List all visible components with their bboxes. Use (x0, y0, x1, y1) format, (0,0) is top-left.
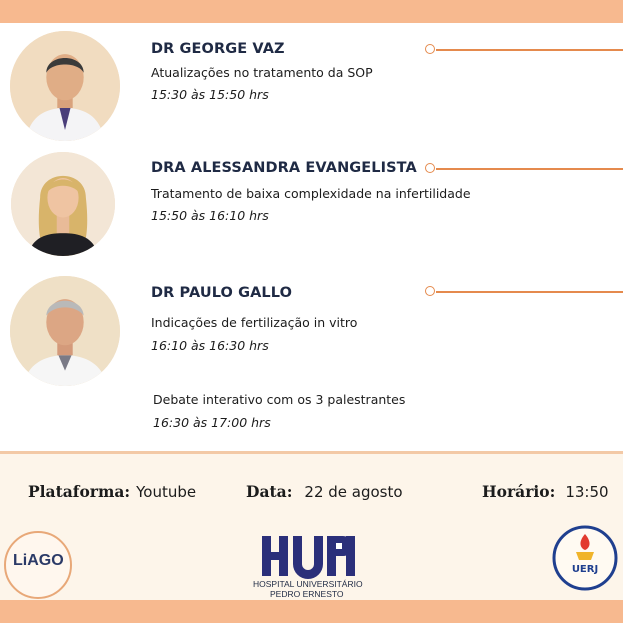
hupe-hospital-name-line2: PEDRO ERNESTO (270, 589, 344, 599)
speaker-topic-george-vaz: Atualizações no tratamento da SOP (151, 65, 373, 80)
liago-logo-text: LiAGO (13, 552, 64, 569)
speaker-time-george-vaz: 15:30 às 15:50 hrs (151, 87, 269, 102)
platform-info (28, 482, 196, 501)
accent-line (425, 286, 623, 298)
uerj-seal (550, 520, 620, 598)
divider (0, 451, 623, 454)
debate-topic: Debate interativo com os 3 palestrantes (153, 392, 406, 407)
speaker-photo-alessandra-evangelista (11, 152, 115, 256)
time-info (482, 482, 609, 501)
hupe-logo (260, 532, 356, 580)
speaker-topic-paulo-gallo: Indicações de fertilização in vitro (151, 315, 358, 330)
uerj-seal-text: UERJ (571, 564, 599, 575)
speaker-time-alessandra-evangelista: 15:50 às 16:10 hrs (151, 208, 269, 223)
date-value: 22 de agosto (304, 483, 403, 501)
date-label: Data: (246, 482, 293, 501)
speaker-name-paulo-gallo: DR PAULO GALLO (151, 285, 293, 301)
top-band (0, 0, 623, 23)
date-info (246, 482, 403, 501)
bottom-band (0, 600, 623, 623)
accent-line (425, 163, 623, 175)
platform-value: Youtube (136, 483, 197, 501)
speaker-photo-paulo-gallo (10, 276, 120, 386)
speaker-photo-george-vaz (10, 31, 120, 141)
speaker-name-george-vaz: DR GEORGE VAZ (151, 41, 285, 57)
speaker-time-paulo-gallo: 16:10 às 16:30 hrs (151, 338, 269, 353)
time-label: Horário: (482, 482, 556, 501)
hupe-hospital-name-line1: HOSPITAL UNIVERSITÁRIO (253, 579, 363, 589)
platform-label: Plataforma: (28, 482, 131, 501)
time-value: 13:50 (565, 483, 609, 501)
speaker-topic-alessandra-evangelista: Tratamento de baixa complexidade na infertilidade (151, 186, 471, 201)
accent-line (425, 44, 623, 56)
speaker-name-alessandra-evangelista: DRA ALESSANDRA EVANGELISTA (151, 160, 417, 176)
debate-time: 16:30 às 17:00 hrs (153, 415, 271, 430)
